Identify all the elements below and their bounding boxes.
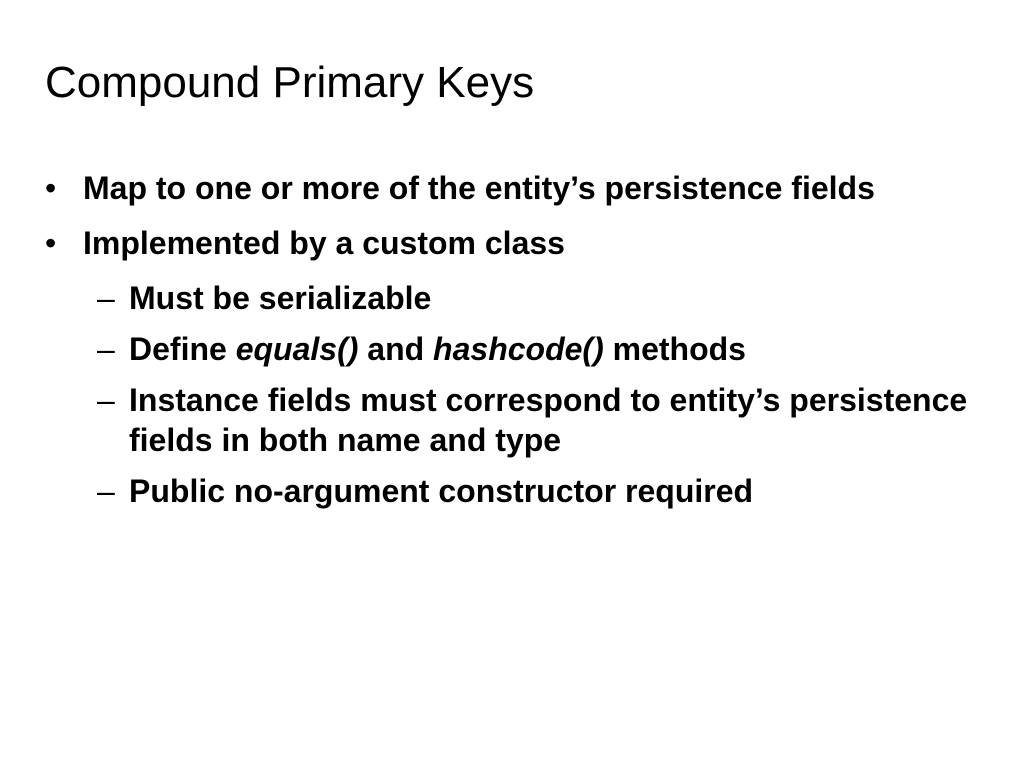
bullet-custom-class	[45, 223, 990, 263]
bullet-marker: •	[45, 225, 57, 261]
sub-bullet-marker: –	[97, 382, 115, 418]
sub-bullet-text: Public no-argument constructor required	[129, 473, 754, 509]
sub-bullet-text: Must be serializable	[129, 280, 432, 316]
bullet-map-fields	[45, 168, 990, 208]
sub-bullet-text-after: methods	[603, 331, 746, 367]
bullet-text: Implemented by a custom class	[83, 225, 565, 261]
sub-bullet-instance-fields	[97, 380, 990, 460]
equals-method-name: equals()	[235, 331, 359, 367]
hashcode-method-name: hashcode()	[433, 331, 604, 367]
sub-bullet-text-middle: and	[358, 331, 434, 367]
slide-title: Compound Primary Keys	[45, 58, 535, 107]
sub-bullet-text: Instance fields must correspond to entity’s persistence fields in both name and type	[129, 382, 968, 458]
bullet-marker: •	[45, 170, 57, 206]
sub-bullet-constructor	[97, 471, 990, 511]
sub-bullet-marker: –	[97, 473, 115, 509]
sub-bullet-marker: –	[97, 331, 115, 367]
sub-bullet-serializable	[97, 278, 990, 318]
sub-bullet-marker: –	[97, 280, 115, 316]
sub-bullet-equals-hashcode	[97, 329, 990, 369]
bullet-text: Map to one or more of the entity’s persistence fields	[83, 170, 875, 206]
slide-body	[45, 168, 990, 522]
sub-bullet-text-before: Define	[129, 331, 236, 367]
